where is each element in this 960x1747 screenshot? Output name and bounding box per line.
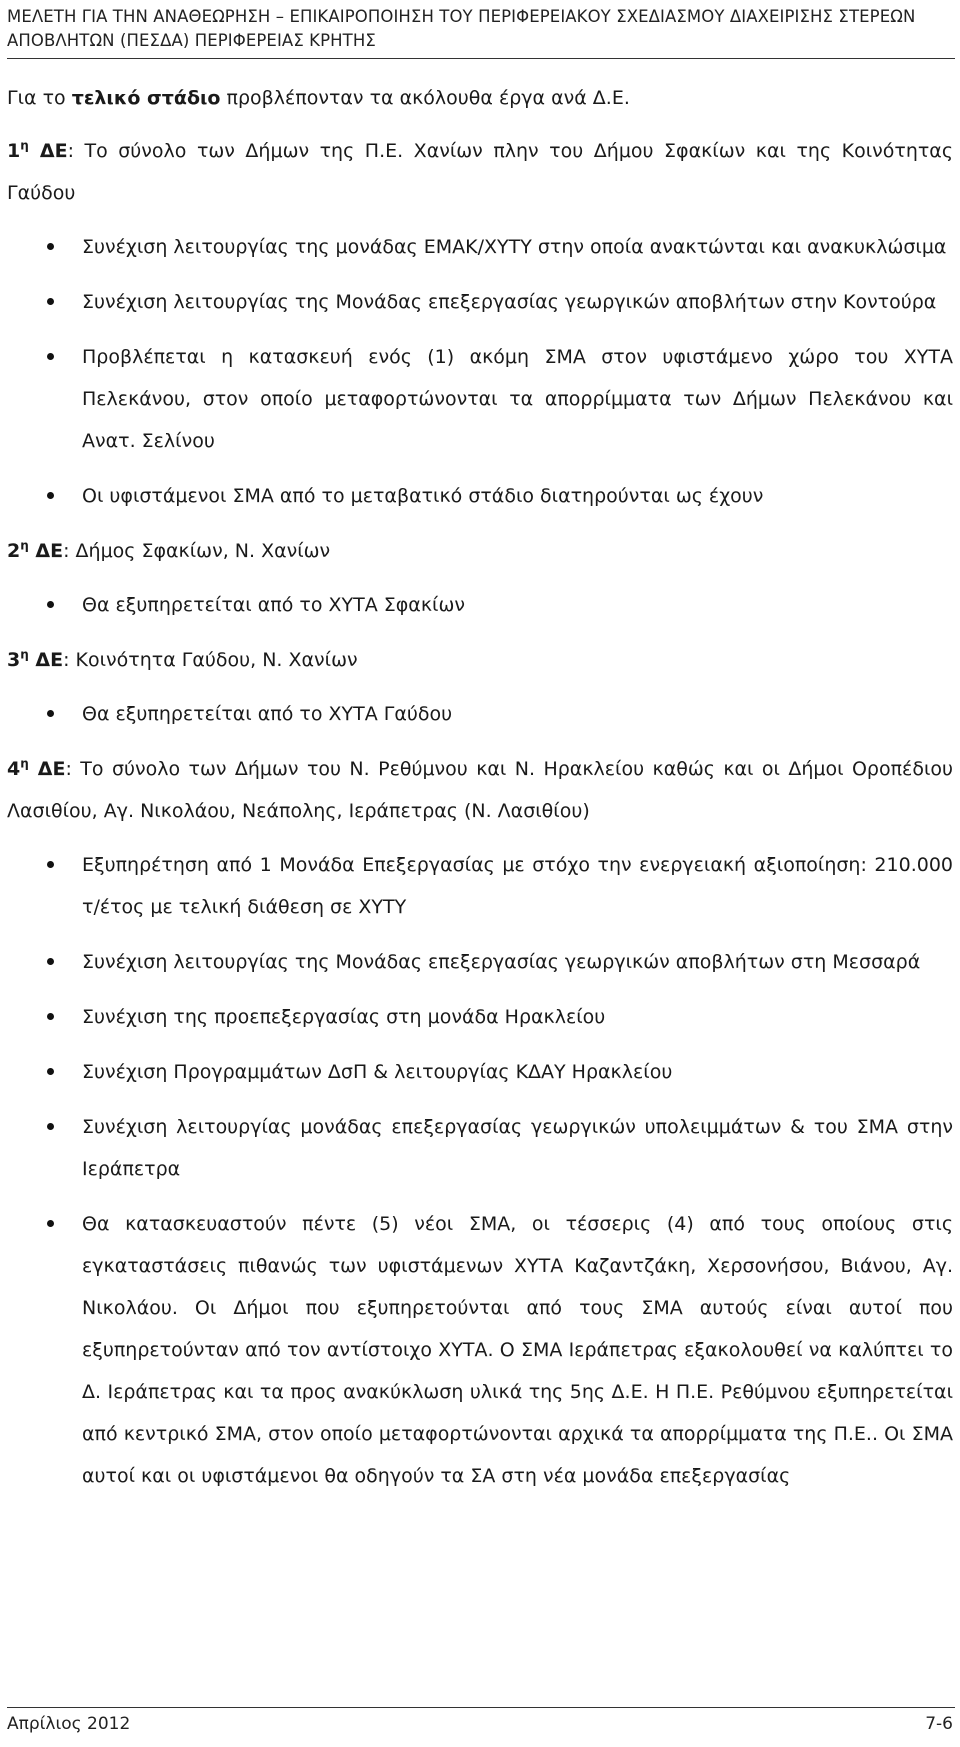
list-item (7, 226, 953, 268)
section-text: : Δήμος Σφακίων, Ν. Χανίων (63, 540, 331, 562)
list-item-text: Θα εξυπηρετείται από το ΧΥΤΑ Σφακίων (82, 594, 465, 616)
section-number (7, 140, 68, 162)
section-num: 2 (7, 540, 21, 562)
header-line-2: ΑΠΟΒΛΗΤΩΝ (ΠΕΣΔΑ) ΠΕΡΙΦΕΡΕΙΑΣ ΚΡΗΤΗΣ (7, 31, 376, 50)
list-item-text: Εξυπηρέτηση από 1 Μονάδα Επεξεργασίας με στόχο την ενεργειακή αξιοποίηση: 210.000 τ/έτος με τελική διάθεση σε ΧΥΤΥ (82, 854, 953, 918)
section-heading (7, 130, 953, 214)
list-item-text: Συνέχιση λειτουργίας της Μονάδας επεξεργασίας γεωργικών αποβλήτων στη Μεσσαρά (82, 951, 921, 973)
bullet-icon (47, 1013, 54, 1020)
bullet-list (7, 844, 953, 1497)
section-text: : Το σύνολο των Δήμων της Π.Ε. Χανίων πλην του Δήμου Σφακίων και της Κοινότητας Γαύδου (7, 140, 953, 204)
list-item (7, 693, 953, 735)
intro-paragraph (7, 82, 953, 114)
list-item-text: Θα εξυπηρετείται από το ΧΥΤΑ Γαύδου (82, 703, 453, 725)
section-num: 4 (7, 758, 21, 780)
bullet-icon (47, 1123, 54, 1130)
section-text: : Κοινότητα Γαύδου, Ν. Χανίων (63, 649, 358, 671)
bullet-icon (47, 861, 54, 868)
list-item (7, 1106, 953, 1190)
bullet-icon (47, 492, 54, 499)
section-heading (7, 748, 953, 832)
section-number (7, 540, 63, 562)
section-number (7, 649, 63, 671)
header-line-1: ΜΕΛΕΤΗ ΓΙΑ ΤΗΝ ΑΝΑΘΕΩΡΗΣΗ – ΕΠΙΚΑΙΡΟΠΟΙΗΣΗ ΤΟΥ ΠΕΡΙΦΕΡΕΙΑΚΟΥ ΣΧΕΔΙΑΣΜΟΥ ΔΙΑΧΕΙΡΙΣΗΣ ΣΤΕΡΕΩΝ (7, 7, 916, 26)
bullet-list (7, 693, 953, 735)
footer-date: Απρίλιος 2012 (7, 1714, 131, 1734)
bullet-list (7, 584, 953, 626)
list-item-text: Συνέχιση Προγραμμάτων ΔσΠ & λειτουργίας ΚΔΑΥ Ηρακλείου (82, 1061, 673, 1083)
list-item (7, 996, 953, 1038)
list-item (7, 1051, 953, 1093)
list-item-text: Προβλέπεται η κατασκευή ενός (1) ακόμη ΣΜΑ στον υφιστάμενο χώρο του ΧΥΤΑ Πελεκάνου, στον οποίο μεταφορτώνονται τα απορρίμματα των Δήμων Πελεκάνου και Ανατ. Σελίνου (82, 346, 953, 452)
bullet-icon (47, 353, 54, 360)
header-divider (7, 58, 955, 59)
section-label: ΔΕ (35, 649, 64, 671)
list-item (7, 336, 953, 462)
list-item (7, 584, 953, 626)
section-label: ΔΕ (39, 140, 68, 162)
section-num: 1 (7, 140, 21, 162)
bullet-icon (47, 710, 54, 717)
sections-container (7, 130, 953, 1497)
bullet-icon (47, 1068, 54, 1075)
section-label: ΔΕ (35, 540, 64, 562)
page-header (7, 5, 955, 53)
intro-pre: Για το (7, 87, 72, 109)
list-item-text: Οι υφιστάμενοι ΣΜΑ από το μεταβατικό στάδιο διατηρούνται ως έχουν (82, 485, 764, 507)
section-heading (7, 639, 953, 681)
section-sup: η (20, 647, 29, 662)
list-item-text: Συνέχιση λειτουργίας μονάδας επεξεργασίας γεωργικών υπολειμμάτων & του ΣΜΑ στην Ιεράπετρα (82, 1116, 953, 1180)
list-item-text: Συνέχιση λειτουργίας της Μονάδας επεξεργασίας γεωργικών αποβλήτων στην Κοντούρα (82, 291, 937, 313)
bullet-icon (47, 601, 54, 608)
intro-bold: τελικό στάδιο (71, 87, 221, 109)
intro-post: προβλέπονταν τα ακόλουθα έργα ανά Δ.Ε. (220, 87, 630, 109)
list-item (7, 844, 953, 928)
section-label: ΔΕ (37, 758, 66, 780)
section-num: 3 (7, 649, 21, 671)
bullet-icon (47, 958, 54, 965)
list-item-text: Συνέχιση της προεπεξεργασίας στη μονάδα Ηρακλείου (82, 1006, 606, 1028)
section-sup: η (20, 756, 29, 771)
section-number (7, 758, 65, 780)
section-sup: η (20, 538, 29, 553)
list-item (7, 1203, 953, 1497)
list-item (7, 941, 953, 983)
section-heading (7, 530, 953, 572)
list-item (7, 475, 953, 517)
list-item-text: Θα κατασκευαστούν πέντε (5) νέοι ΣΜΑ, οι τέσσερις (4) από τους οποίους στις εγκαταστάσεις πιθανώς των υφιστάμενων ΧΥΤΑ Καζαντζάκη, Χερσονήσου, Βιάνου, Αγ. Νικολάου. Οι Δήμοι που εξυπηρετούνται από τους ΣΜΑ αυτούς είναι αυτοί που εξυπηρετούνταν από τον αντίστοιχο ΧΥΤΑ. Ο ΣΜΑ Ιεράπετρας εξακολουθεί να καλύπτει το Δ. Ιεράπετρας και τα προς ανακύκλωση υλικά της 5ης Δ.Ε. Η Π.Ε. Ρεθύμνου εξυπηρετείται από κεντρικό ΣΜΑ, στον οποίο μεταφορτώνονται αρχικά τα απορρίμματα της Π.Ε.. Οι ΣΜΑ αυτοί και οι υφιστάμενοι θα οδηγούν τα ΣΑ στη νέα μονάδα επεξεργασίας (82, 1213, 953, 1487)
footer-divider (7, 1707, 955, 1708)
section-sup: η (20, 138, 29, 153)
bullet-list (7, 226, 953, 517)
list-item (7, 281, 953, 323)
document-body (7, 82, 953, 1510)
page-number: 7-6 (925, 1714, 953, 1734)
section-text: : Το σύνολο των Δήμων του Ν. Ρεθύμνου και Ν. Ηρακλείου καθώς και οι Δήμοι Οροπέδιου Λασιθίου, Αγ. Νικολάου, Νεάπολης, Ιεράπετρας (Ν. Λασιθίου) (7, 758, 953, 822)
bullet-icon (47, 298, 54, 305)
bullet-icon (47, 1220, 54, 1227)
bullet-icon (47, 243, 54, 250)
list-item-text: Συνέχιση λειτουργίας της μονάδας ΕΜΑΚ/ΧΥΤΥ στην οποία ανακτώνται και ανακυκλώσιμα (82, 236, 947, 258)
